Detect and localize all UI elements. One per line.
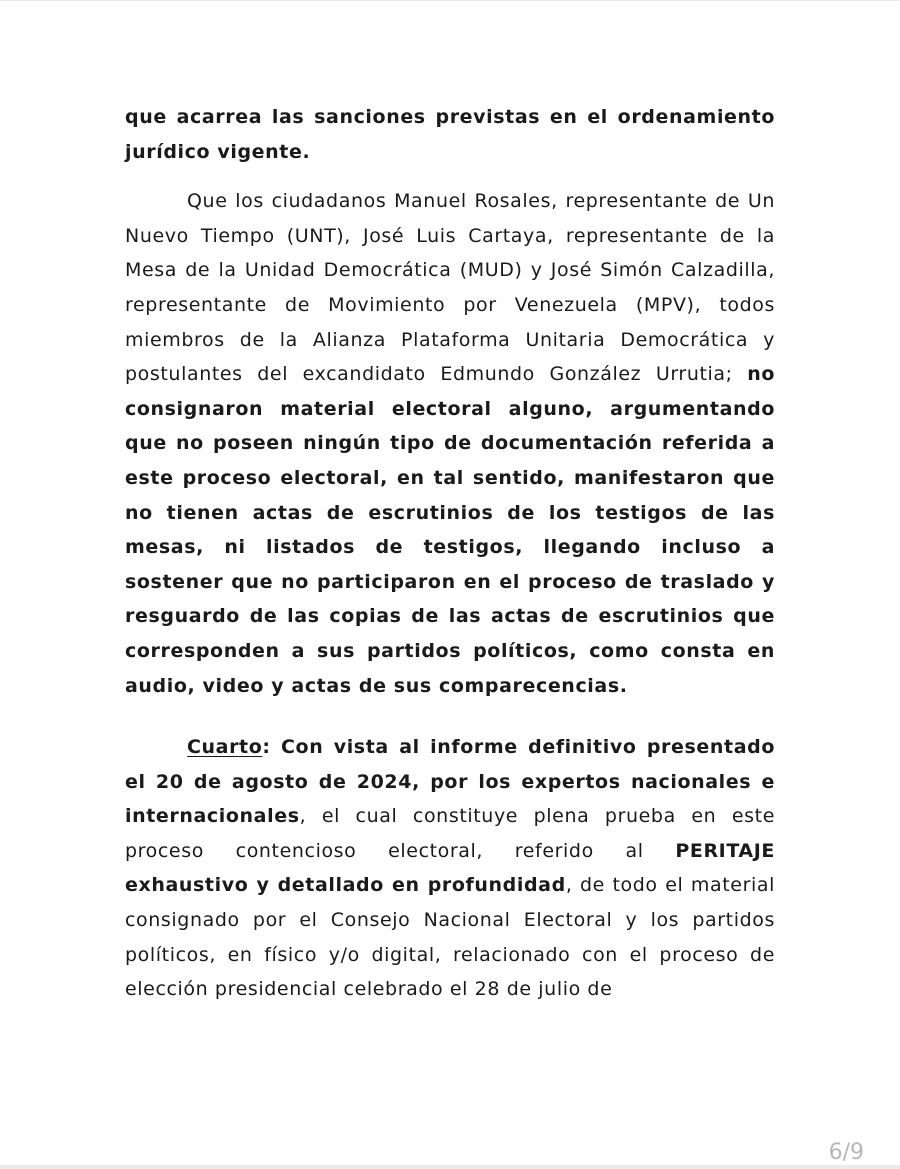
page-indicator: 6/9 (828, 1140, 864, 1165)
body-text: , el cual constituye plena prueba en este proceso contencioso electoral, referido al (125, 805, 775, 862)
paragraph-2 (125, 184, 775, 703)
viewer-bottom-bar (0, 1165, 900, 1169)
bold-text: que acarrea las sanciones previstas en el ordenamiento jurídico vigente. (125, 106, 775, 163)
body-text: Que los ciudadanos Manuel Rosales, representante de Un Nuevo Tiempo (UNT), José Luis Cartaya, representante de la Mesa de la Unidad Democrática (MUD) y José Simón Calzadilla, representante de Movimiento por Venezuela (MPV), todos miembros de la Alianza Plataforma Unitaria Democrática y postulantes del excandidato Edmundo González Urrutia; (125, 190, 775, 386)
bold-text: : Con vista al informe definitivo presentado el 20 de agosto de 2024, por los expertos nacionales e internacionales (125, 736, 775, 828)
bold-text: PERITAJE exhaustivo y detallado en profundidad (125, 839, 775, 897)
paragraph-1 (125, 100, 775, 169)
bold-text: no consignaron material electoral alguno, argumentando que no poseen ningún tipo de documentación referida a este proceso electoral, en tal sentido, manifestaron que no tienen actas de escrutinios de los testigos de las mesas, ni listados de testigos, llegando incluso a sostener que no participaron en el proceso de traslado y resguardo de las copias de las actas de escrutinios que corresponden a sus partidos políticos, como consta en audio, video y actas de sus comparecencias. (125, 363, 775, 697)
paragraph-3-cuarto (125, 730, 775, 1007)
document-body (125, 100, 775, 1007)
section-heading-cuarto: Cuarto (187, 736, 263, 759)
body-text: , de todo el material consignado por el Consejo Nacional Electoral y los partidos políticos, en físico y/o digital, relacionado con el proceso de elección presidencial celebrado el 28 de julio de (125, 874, 776, 1001)
